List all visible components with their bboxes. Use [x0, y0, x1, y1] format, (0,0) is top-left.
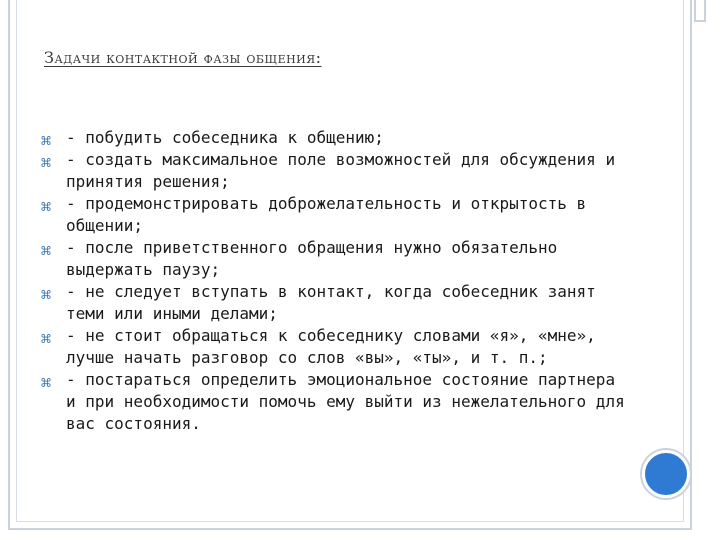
clover-bullet-icon: ⌘	[40, 200, 52, 214]
list-item-text: - продемонстрировать доброжелательность и открытость в общении;	[66, 194, 587, 235]
list-item	[40, 149, 630, 193]
list-item-text: - постараться определить эмоциональное состояние партнера и при необходимости помочь ему выйти из нежелательного для вас состояния.	[66, 370, 625, 433]
clover-bullet-icon: ⌘	[40, 376, 52, 390]
clover-bullet-icon: ⌘	[40, 332, 52, 346]
list-item	[40, 193, 630, 237]
clover-bullet-icon: ⌘	[40, 156, 52, 170]
list-item	[40, 281, 630, 325]
list-item	[40, 127, 630, 149]
clover-bullet-icon: ⌘	[40, 288, 52, 302]
list-item-text: - побудить собеседника к общению;	[66, 128, 384, 147]
clover-bullet-icon: ⌘	[40, 134, 52, 148]
list-item-text: - не следует вступать в контакт, когда собеседник занят теми или иными делами;	[66, 282, 596, 323]
list-item	[40, 325, 630, 369]
frame-corner-tab	[694, 0, 706, 22]
clover-bullet-icon: ⌘	[40, 244, 52, 258]
decorative-circle	[642, 450, 690, 498]
list-item-text: - не стоит обращаться к собеседнику словами «я», «мне», лучше начать разговор со слов «вы», «ты», и т. п.;	[66, 326, 596, 367]
slide-title: Задачи контактной фазы общения:	[44, 48, 322, 67]
list-item-text: - после приветственного обращения нужно обязательно выдержать паузу;	[66, 238, 558, 279]
bullet-list	[40, 127, 630, 435]
list-item	[40, 237, 630, 281]
list-item	[40, 369, 630, 435]
list-item-text: - создать максимальное поле возможностей для обсуждения и принятия решения;	[66, 150, 616, 191]
